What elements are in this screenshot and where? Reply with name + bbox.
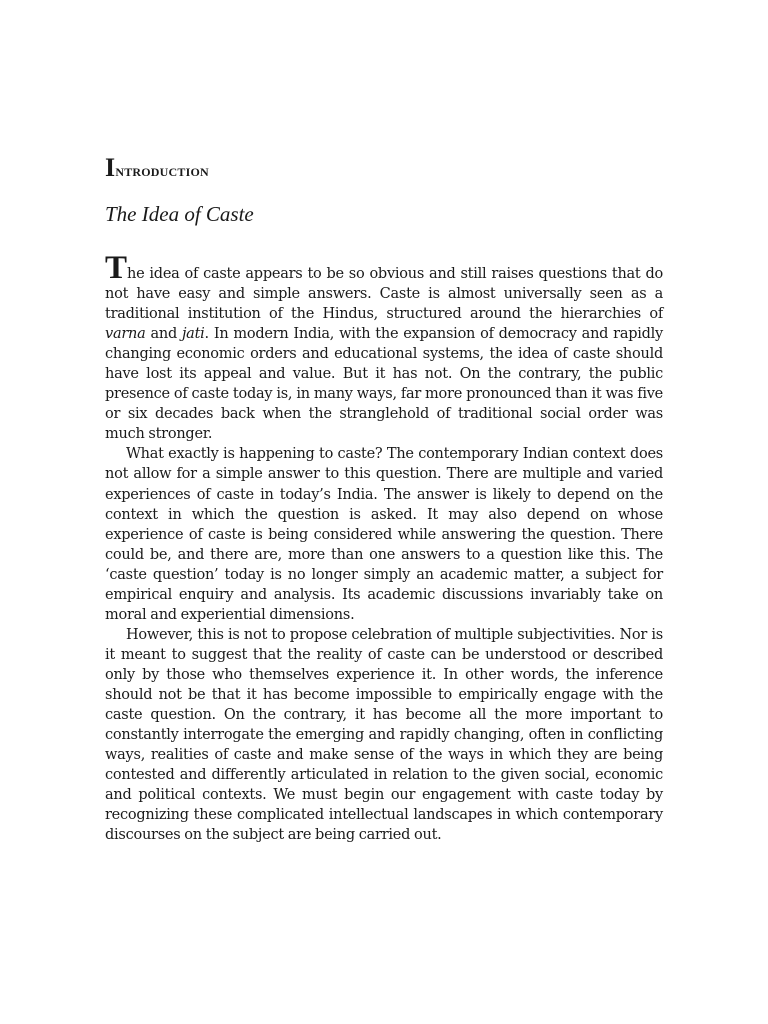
chapter-title-rest: ntroduction bbox=[115, 161, 209, 180]
drop-cap: T bbox=[105, 250, 128, 286]
paragraph-2: What exactly is happening to caste? The contemporary Indian context does not allow for a simple answer to this question. There are multiple and varied experiences of caste in today’s India. The answer is likely to depend on the context in which the question is asked. It may also depend on whose experience of caste is being considered while answering the question. There could be, and there are, more than one answers to a question like this. The ‘caste question’ today is no longer simply an academic matter, a subject for empirical enquiry and analysis. Its academic discussions invariably take on moral and experiential dimensions. bbox=[105, 446, 663, 623]
term-jati: jati bbox=[181, 326, 205, 343]
chapter-title-initial: I bbox=[105, 153, 116, 182]
term-varna: varna bbox=[105, 326, 146, 343]
paragraph-3: However, this is not to propose celebration of multiple subjectivities. Nor is it meant to suggest that the reality of caste can be understood or described only by those who themselves experience it. In other words, the inference should not be that it has become impossible to empirically engage with the caste question. On the contrary, it has become all the more important to constantly interrogate the emerging and rapidly changing, often in conflicting ways, realities of caste and make sense of the ways in which they are being contested and differently articulated in relation to the given social, economic and political contexts. We must begin our engagement with caste today by recognizing these complicated intellectual landscapes in which contemporary discourses on the subject are being carried out. bbox=[105, 626, 663, 844]
paragraph-1-text-b: and bbox=[145, 326, 182, 343]
paragraph-1-text-a: he idea of caste appears to be so obvious and still raises questions that do not have easy and simple answers. Caste is almost universally seen as a traditional institution of the Hindus, structured around the hierarchies of bbox=[105, 266, 663, 323]
paragraph-1-text-c: . In modern India, with the expansion of democracy and rapidly changing economic orders and educational systems, the idea of caste should have lost its appeal and value. But it has not. On the contrary, the public presence of caste today is, in many ways, far more pronounced than it was five or six decades back when the stranglehold of traditional social order was much stronger. bbox=[105, 326, 664, 443]
book-page bbox=[105, 0, 663, 1024]
chapter-subtitle: The Idea of Caste bbox=[105, 202, 254, 226]
body-text bbox=[105, 250, 664, 845]
chapter-title bbox=[105, 155, 209, 181]
paragraph-1 bbox=[105, 250, 664, 444]
